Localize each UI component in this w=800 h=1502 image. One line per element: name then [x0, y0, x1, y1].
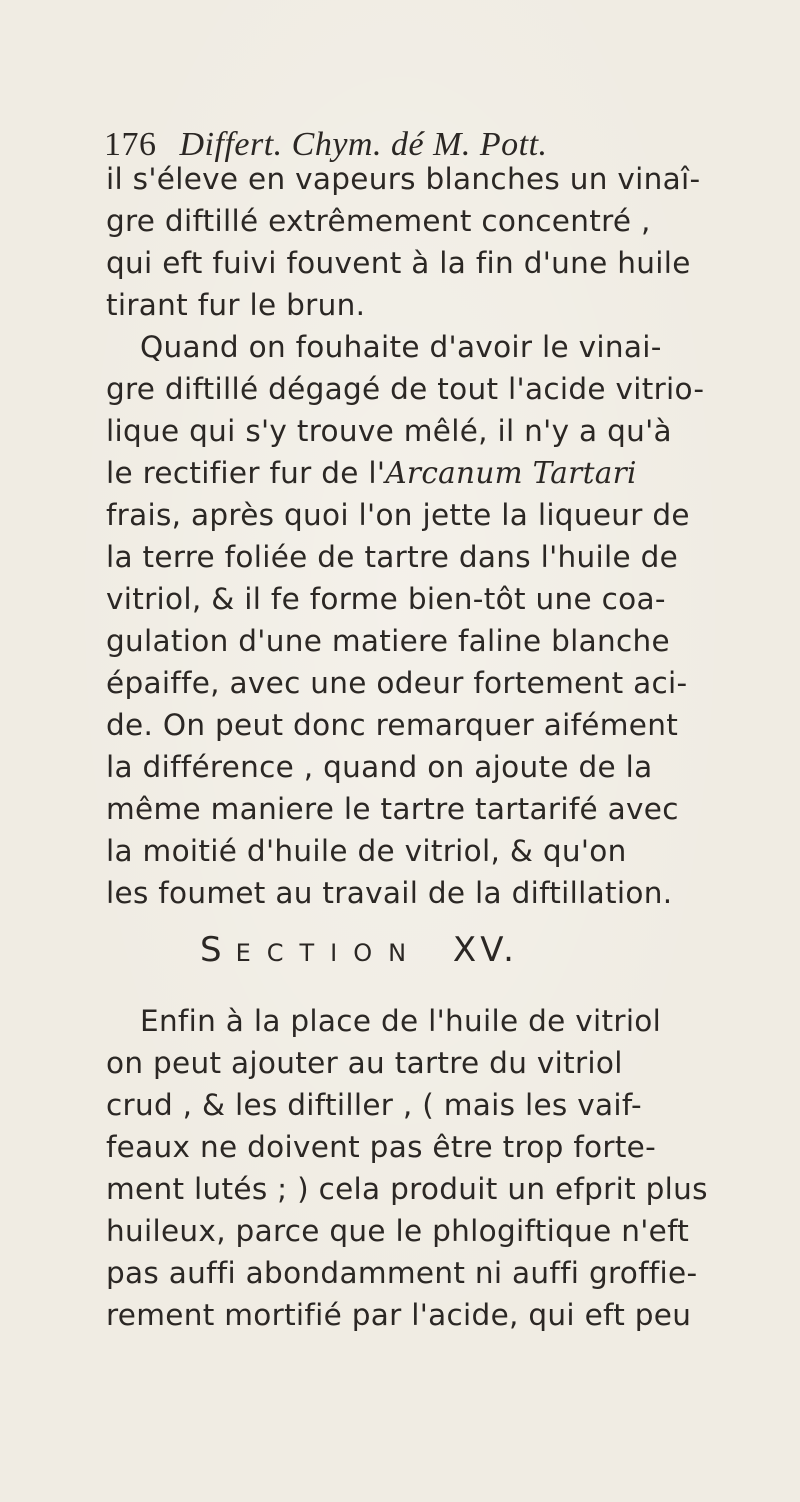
text-segment: le rectifier fur de l': [106, 456, 386, 490]
section-numeral: XV.: [452, 930, 518, 970]
text-line: tirant fur le brun.: [106, 288, 366, 322]
page-number: 176: [104, 126, 157, 163]
section-heading: [200, 930, 518, 970]
text-line: la terre foliée de tartre dans l'huile de: [106, 540, 679, 574]
text-line: même maniere le tartre tartarifé avec: [106, 792, 679, 826]
text-line: la moitié d'huile de vitriol, & qu'on: [106, 834, 627, 868]
text-line: lique qui s'y trouve mêlé, il n'y a qu'à: [106, 414, 672, 448]
text-line: gre diftillé dégagé de tout l'acide vitrio-: [106, 372, 705, 406]
text-line: rement mortifié par l'acide, qui eft peu: [106, 1298, 692, 1332]
text-line: épaiffe, avec une odeur fortement aci-: [106, 666, 688, 700]
text-line: la différence , quand on ajoute de la: [106, 750, 653, 784]
text-line: vitriol, & il fe forme bien-tôt une coa-: [106, 582, 666, 616]
text-line: [106, 452, 786, 494]
text-line: Enfin à la place de l'huile de vitriol: [140, 1004, 662, 1038]
text-line: on peut ajouter au tartre du vitriol: [106, 1046, 623, 1080]
text-line: frais, après quoi l'on jette la liqueur de: [106, 498, 690, 532]
text-line: de. On peut donc remarquer aifément: [106, 708, 679, 742]
text-line: qui eft fuivi fouvent à la fin d'une huile: [106, 246, 691, 280]
text-line: crud , & les diftiller , ( mais les vaif-: [106, 1088, 642, 1122]
text-line: il s'éleve en vapeurs blanches un vinaî-: [106, 162, 701, 196]
text-line: les foumet au travail de la diftillation.: [106, 876, 673, 910]
italic-phrase: Arcanum Tartari: [385, 456, 637, 490]
text-line: gulation d'une matiere faline blanche: [106, 624, 671, 658]
text-line: gre diftillé extrêmement concentré ,: [106, 204, 651, 238]
section-word-rest: ECTION: [235, 939, 423, 967]
section-initial: S: [200, 930, 236, 970]
text-line: feaux ne doivent pas être trop forte-: [106, 1130, 657, 1164]
text-line: huileux, parce que le phlogiftique n'eft: [106, 1214, 690, 1248]
text-line: Quand on fouhaite d'avoir le vinai-: [140, 330, 662, 364]
text-line: ment lutés ; ) cela produit un efprit plus: [106, 1172, 708, 1206]
running-title: Differt. Chym. dé M. Pott.: [179, 126, 548, 163]
text-line: pas auffi abondamment ni auffi groffie-: [106, 1256, 698, 1290]
